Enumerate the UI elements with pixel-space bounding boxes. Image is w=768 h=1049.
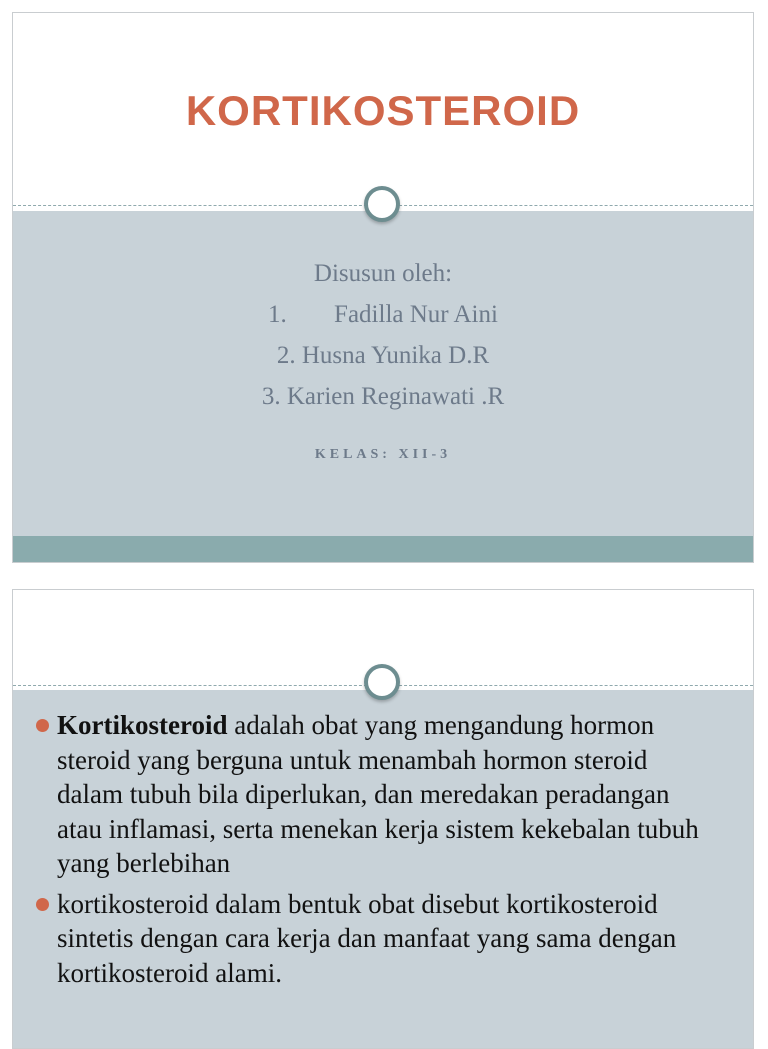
bullet-text: kortikosteroid dalam bentuk obat disebut kortikosteroid sintetis dengan cara kerja dan manfaat yang sama dengan kortikosteroid alami. (57, 888, 677, 988)
footer-band (13, 536, 753, 562)
author-name: 2. Husna Yunika D.R (276, 342, 490, 369)
bullet-dot-icon (36, 719, 49, 732)
bullet-text: adalah obat yang mengandung hormon steroid yang berguna untuk menambah hormon steroid dalam tubuh bila diperlukan, dan meredakan peradangan atau inflamasi, serta menekan kerja sistem kekebalan tubuh yang berlebihan (57, 710, 699, 878)
class-label: KELAS: XII-3 (314, 447, 452, 462)
author-number: 1. (268, 301, 287, 328)
content-slide (12, 589, 754, 1049)
author-name: 3. Karien Reginawati .R (261, 383, 505, 410)
subtitle-heading: Disusun oleh: (313, 260, 453, 287)
title-slide (12, 12, 754, 563)
circle-ornament-icon (364, 186, 400, 222)
author-item (13, 335, 753, 376)
bullet-term: Kortikosteroid (57, 710, 228, 740)
subtitle (13, 253, 753, 417)
author-item (13, 294, 753, 335)
slide-title: KORTIKOSTEROID (185, 87, 581, 134)
bullet-item (13, 887, 713, 991)
bullet-dot-icon (36, 898, 49, 911)
circle-ornament-icon (364, 664, 400, 700)
author-item (13, 376, 753, 417)
author-name: Fadilla Nur Aini (334, 301, 498, 328)
bullet-item (13, 708, 713, 881)
title-area (13, 13, 753, 206)
bullet-list (13, 708, 713, 996)
